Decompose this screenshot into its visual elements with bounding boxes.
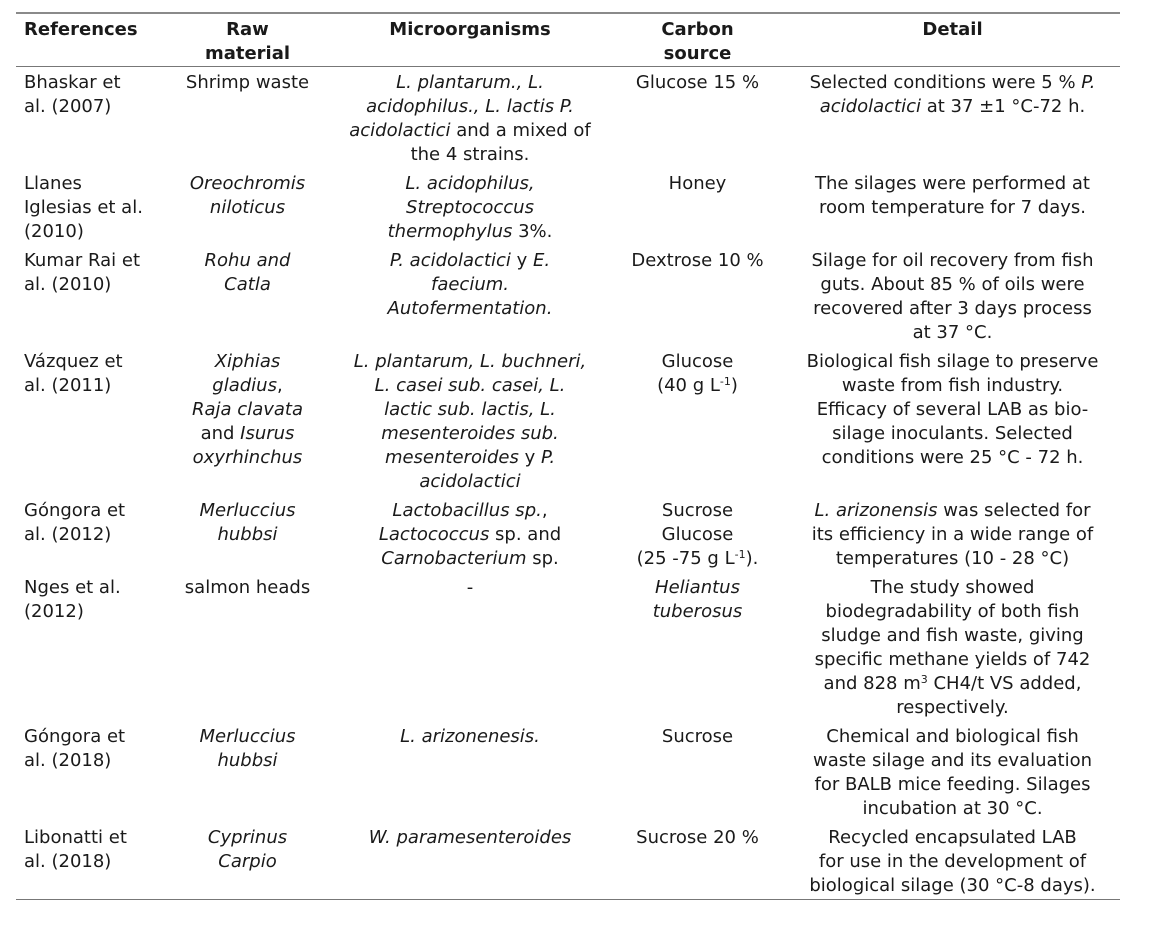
table-body [16,67,1120,900]
cell-carbon-source [610,168,785,245]
cell-raw-material [165,572,330,721]
italic-text: P. acidolactici [419,447,556,492]
cell-raw-material [165,245,330,346]
table-row [16,822,1120,900]
cell-detail [785,822,1120,900]
cell-raw-material [165,495,330,572]
text: Dextrose 10 % [631,250,764,271]
text: and [200,423,235,444]
header-carbon-source: Carbon source [661,19,734,64]
table-row [16,572,1120,721]
text: 3%. [512,221,553,242]
text: Biological fish silage to preserve waste from fish industry. Efficacy of several LAB as bio- silage inoculants. Selected conditions were 25 °C - 72 h. [806,351,1099,468]
superscript: -1 [719,375,731,388]
italic-text: Merluccius hubbsi [199,726,296,771]
cell-detail [785,495,1120,572]
text: Nges et al. (2012) [24,577,121,622]
cell-detail [785,721,1120,822]
table-row [16,495,1120,572]
table-row [16,346,1120,495]
cell-reference [16,168,165,245]
italic-text: L. arizonenesis. [400,726,540,747]
cell-raw-material [165,721,330,822]
text: and a mixed of the 4 strains. [410,120,591,165]
header-detail: Detail [922,19,983,40]
text: at 37 ±1 °C-72 h. [921,96,1086,117]
cell-detail [785,67,1120,169]
table-row [16,168,1120,245]
italic-text: Lactococcus [378,524,490,545]
italic-text: Isurus oxyrhinchus [192,423,303,468]
text: Kumar Rai et al. (2010) [24,250,140,295]
text: , [276,375,283,396]
text: Libonatti et al. (2018) [24,827,127,872]
italic-text: Carnobacterium [381,548,527,569]
cell-reference [16,67,165,169]
cell-detail [785,245,1120,346]
cell-carbon-source [610,572,785,721]
text: y [510,250,534,271]
cell-microorganisms [330,721,610,822]
references-table [16,12,1120,900]
text: Góngora et al. (2018) [24,726,126,771]
text: ). [745,548,759,569]
cell-carbon-source [610,245,785,346]
cell-microorganisms [330,822,610,900]
italic-text: E. faecium. Autofermentation. [387,250,553,319]
cell-raw-material [165,346,330,495]
italic-text: L. arizonensis [814,500,938,521]
cell-carbon-source [610,346,785,495]
italic-text: Lactobacillus sp. [392,500,542,521]
italic-text: Xiphias gladius [212,351,281,396]
cell-reference [16,245,165,346]
table-row [16,721,1120,822]
text: Selected conditions were 5 % [809,72,1082,93]
text: Llanes Iglesias et al. (2010) [24,173,143,242]
text: Glucose (40 g L [657,351,734,396]
header-microorganisms: Microorganisms [389,19,551,40]
cell-carbon-source [610,495,785,572]
text: was selected for its efficiency in a wide range of temperatures (10 - 28 °C) [811,500,1094,569]
cell-detail [785,346,1120,495]
italic-text: Rohu and Catla [204,250,291,295]
text: Recycled encapsulated LAB for use in the development of biological silage (30 °C-8 days). [809,827,1096,896]
text: ) [730,375,738,396]
text: Góngora et al. (2012) [24,500,126,545]
text: y [518,447,541,468]
italic-text: Heliantus tuberosus [652,577,743,622]
text: Glucose 15 % [635,72,760,93]
text: Sucrose 20 % [636,827,759,848]
cell-reference [16,495,165,572]
header-row [16,13,1120,67]
italic-text: Raja clavata [192,399,303,420]
text: The study showed biodegradability of both fish sludge and fish waste, giving specific methane yields of 742 and 828 m [814,577,1091,694]
italic-text: L. plantarum, L. buchneri, L. casei sub. casei, L. lactic sub. lactis, L. mesenteroides sub. mesenteroides [353,351,587,468]
cell-carbon-source [610,67,785,169]
cell-microorganisms [330,495,610,572]
cell-carbon-source [610,721,785,822]
cell-microorganisms [330,168,610,245]
italic-text: Oreochromis niloticus [189,173,306,218]
text: Bhaskar et al. (2007) [24,72,121,117]
italic-text: L. acidophilus, Streptococcus thermophylus [387,173,535,242]
table-row [16,67,1120,169]
text: Silage for oil recovery from fish guts. About 85 % of oils were recovered after 3 days process at 37 °C. [811,250,1094,343]
text: salmon heads [184,577,311,598]
cell-carbon-source [610,822,785,900]
text: Vázquez et al. (2011) [24,351,123,396]
superscript: -1 [734,548,746,561]
cell-reference [16,346,165,495]
text: Sucrose [661,726,734,747]
text: Chemical and biological fish waste silage and its evaluation for BALB mice feeding. Silages incubation at 30 °C. [812,726,1093,819]
text: Sucrose Glucose (25 -75 g L [636,500,735,569]
italic-text: Merluccius hubbsi [199,500,296,545]
text: - [466,577,474,598]
cell-microorganisms [330,572,610,721]
italic-text: P. acidolactici [819,72,1096,117]
cell-reference [16,822,165,900]
header-references: References [24,19,138,40]
cell-microorganisms [330,245,610,346]
text: sp. and [495,524,562,545]
italic-text: Cyprinus Carpio [207,827,288,872]
superscript: 3 [920,673,928,686]
text: CH4/t VS added, respectively. [896,673,1082,718]
cell-raw-material [165,822,330,900]
text: Shrimp waste [185,72,310,93]
cell-detail [785,572,1120,721]
italic-text: L. plantarum., L. acidophilus., L. lactis P. acidolactici [349,72,574,141]
italic-text: P. acidolactici [389,250,511,271]
header-raw-material: Raw material [204,19,291,64]
cell-reference [16,572,165,721]
cell-microorganisms [330,346,610,495]
text: The silages were performed at room temperature for 7 days. [815,173,1090,218]
cell-raw-material [165,168,330,245]
cell-reference [16,721,165,822]
cell-microorganisms [330,67,610,169]
table-row [16,245,1120,346]
text: Honey [668,173,727,194]
cell-raw-material [165,67,330,169]
text: , [541,500,548,521]
cell-detail [785,168,1120,245]
text: sp. [526,548,559,569]
italic-text: W. paramesenteroides [368,827,572,848]
